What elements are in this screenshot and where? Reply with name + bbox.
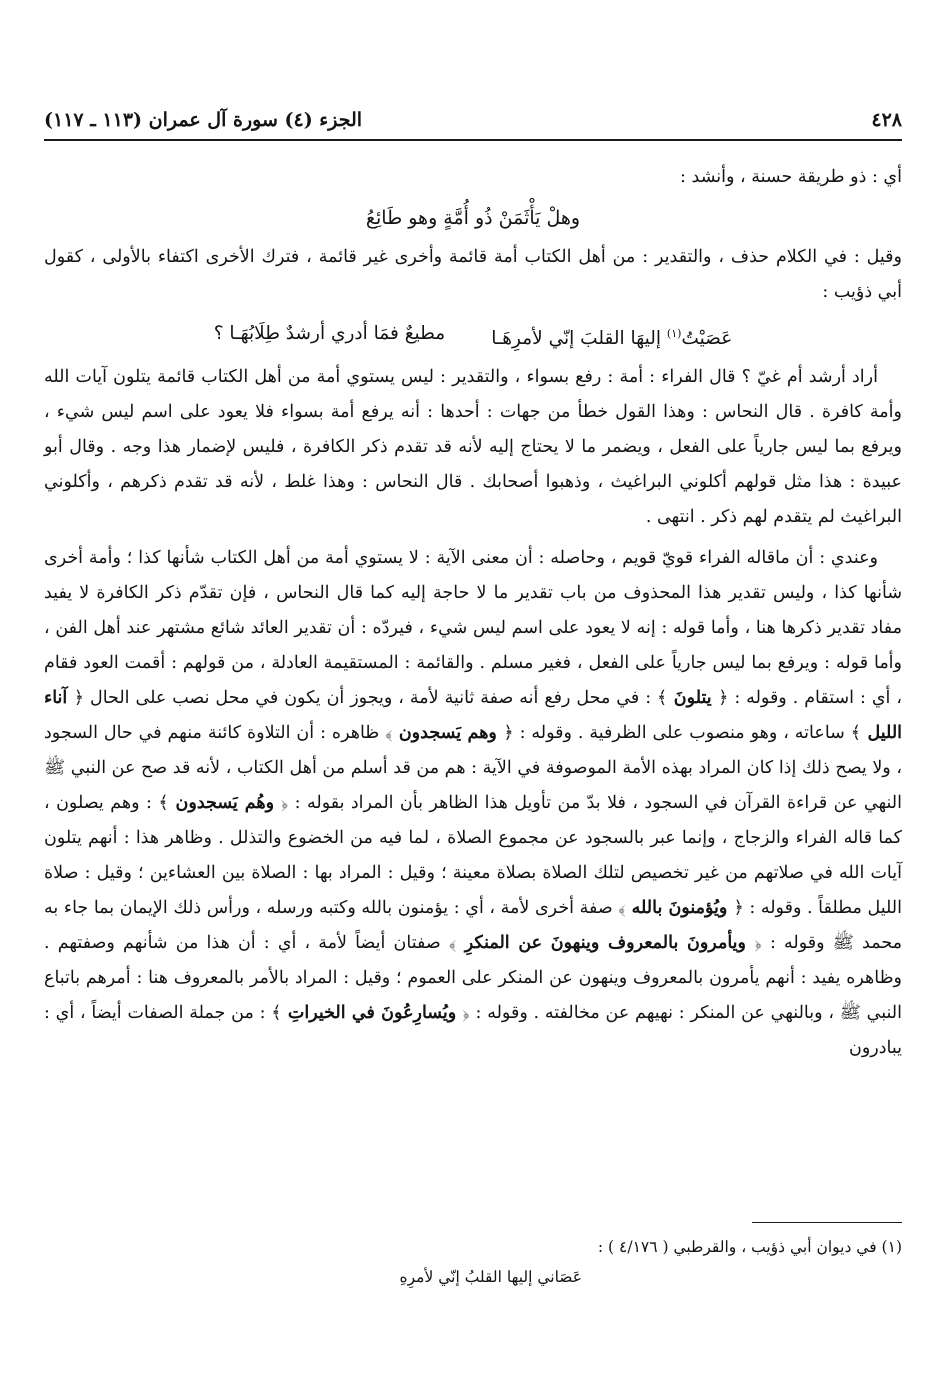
footnote-1-verse: عَصَاني إليها القلبُ إنّي لأمرِهِ bbox=[399, 1268, 582, 1286]
quran-quote-yusariun: ﴿ ويُسارِعُونَ في الخيراتِ ﴾ bbox=[271, 1003, 470, 1024]
footnote-rule bbox=[752, 1222, 902, 1223]
paragraph-4: وعندي : أن ماقاله الفراء قويّ قويم ، وحاصله : أن معنى الآية : لا يستوي أمة من أهل الكتاب شأنها كذا ؛ وأمة أخرى شأنها كذا ، وليس تقدير هذا المحذوف من باب تقدير ما لا حاجة إليه كما قال النحاس ، فإن تقدّم ذكر الكافرة لا يفيد مفاد تقدير ذكرها هنا ، وأما قوله : إنه لا يعود على اسم ليس شيء ، فيردّه : أن تقدير العائد شائع مشتهر عند أهل الفن ، وأما قوله : ويرفع بما ليس جارياً على الفعل ، فغير مسلم . والقائمة : المستقيمة العادلة ، من قولهم : أقمت العود فقام ، أي : استقام . وقوله : ﴿ يتلونَ ﴾ : في محل رفع أنه صفة ثانية لأمة ، ويجوز أن يكون في محل نصب على الحال ﴿ آناء الليل ﴾ ساعاته ، وهو منصوب على الظرفية . وقوله : ﴿ وهم يَسجدون ﴾ ظاهره : أن التلاوة كائنة منهم في حال السجود ، ولا يصح ذلك إذا كان المراد بهذه الأمة الموصوفة في الآية : هم من قد أسلم من أهل الكتاب ، لأنه قد صح عن النبي ﷺ النهي عن قراءة القرآن في السجود ، فلا بدّ من تأويل هذا الظاهر بأن المراد بقوله : ﴿ وهُم يَسجدون ﴾ : وهم يصلون ، كما قاله الفراء والزجاج ، وإنما عبر بالسجود عن مجموع الصلاة ، لما فيه من الخضوع والتذلل . وظاهر هذا : أنهم يتلون آيات الله في صلاتهم من غير تخصيص لتلك الصلاة بصلاة معينة ؛ وقيل : المراد بها : الصلاة بين العشاءين ؛ وقيل : صلاة الليل مطلقاً . وقوله : ﴿ ويُؤمنونَ بالله ﴾ صفة أخرى لأمة ، أي : يؤمنون بالله وكتبه ورسله ، ورأس ذلك الإيمان بما جاء به محمد ﷺ وقوله : ﴿ ويأمرونَ بالمعروف وينهونَ عن المنكرِ ﴾ صفتان أيضاً لأمة ، أي : أن هذا من شأنهم وصفتهم . وظاهره يفيد : أنهم يأمرون بالمعروف وينهون عن المنكر على العموم ؛ وقيل : المراد بالأمر بالمعروف هنا : أمرهم باتباع النبي ﷺ ، وبالنهي عن المنكر : نهيهم عن مخالفته . وقوله : ﴿ ويُسارِعُونَ في الخيراتِ ﴾ : من جملة الصفات أيضاً ، أي : يبادرون bbox=[44, 548, 903, 1059]
footnotes bbox=[44, 1232, 902, 1292]
quran-quote-yatlun: ﴿ يتلونَ ﴾ bbox=[657, 688, 729, 709]
page-number: ٤٢٨ bbox=[871, 109, 902, 131]
paragraph-2: وقيل : في الكلام حذف ، والتقدير : من أهل الكتاب أمة قائمة وأخرى غير قائمة ، فترك الأخرى اكتفاء بالأولى ، كقول أبي ذؤيب : bbox=[44, 247, 902, 302]
poetry-verse-1: وهلْ يَأْثَمَنْ ذُو أُمَّةٍ وهو طَائِعُ bbox=[365, 207, 581, 229]
paragraph-3: أراد أرشد أم غيّ ؟ قال الفراء : أمة : رفع بسواء ، والتقدير : ليس يستوي أمة من أهل الكتاب قائمة يتلون آيات الله وأمة كافرة . قال النحاس : وهذا القول خطأ من جهات : أحدها : أنه يرفع أمة بسواء فلا يعود على اسم ليس شيء ، ويرفع بما ليس جارياً على الفعل ، ويضمر ما لا يحتاج إليه لأنه قد تقدم ذكر الكافرة ، فليس لإضمار هذا وجه . وقال أبو عبيدة : هذا مثل قولهم أكلوني البراغيث ، وذهبوا أصحابك . قال النحاس : وهذا غلط ، لأنه قد تقدم ذكرهم ، وأكلوني البراغيث لم يتقدم لهم ذكر . انتهى . bbox=[44, 367, 902, 528]
quran-quote-hum-yasjudun-2: ﴿ وهُم يَسجدون ﴾ bbox=[158, 793, 289, 814]
quran-quote-yamurun: ﴿ ويأمرونَ بالمعروف وينهونَ عن المنكرِ ﴾ bbox=[448, 933, 762, 954]
footnote-1: (١) في ديوان أبي ذؤيب ، والقرطبي ( ٤/١٧٦ ) : bbox=[597, 1238, 902, 1256]
quran-quote-anaa-allayl: ﴿ آناء الليل ﴾ bbox=[44, 688, 903, 744]
poetry-verse-2 bbox=[44, 316, 902, 356]
verse-hemistich-left: مطيعٌ فمَا أدري أرشدٌ طِلَابُهَـا ؟ bbox=[213, 323, 446, 344]
running-title: الجزء (٤) سورة آل عمران (١١٣ ـ ١١٧) bbox=[44, 109, 363, 131]
footnote-marker[interactable]: (١) bbox=[666, 327, 682, 340]
page-header bbox=[44, 104, 902, 136]
quran-quote-yuminun: ﴿ ويُؤمنونَ بالله ﴾ bbox=[618, 898, 744, 919]
main-text bbox=[44, 160, 902, 1066]
paragraph-1: أي : ذو طريقة حسنة ، وأنشد : bbox=[680, 167, 902, 187]
verse-hemistich-right: عَصَيْتُ$^{(١)}$ إليهَا القلبَ إنّي لأمرِهَـا bbox=[491, 327, 733, 350]
quran-quote-hum-yasjudun: ﴿ وهم يَسجدون ﴾ bbox=[385, 723, 514, 744]
header-rule bbox=[44, 139, 902, 141]
